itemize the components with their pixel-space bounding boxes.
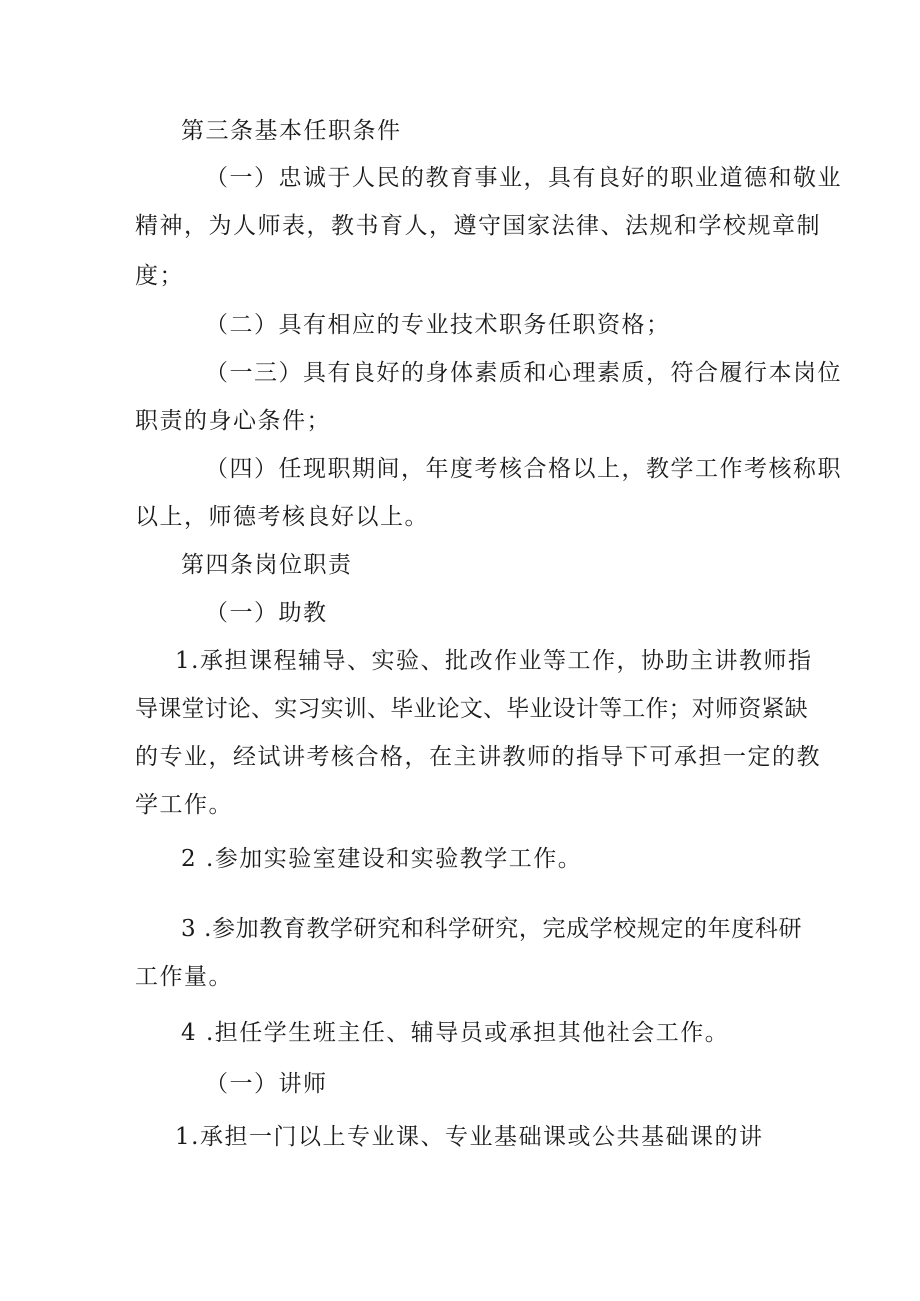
article-4-sub-2 <box>135 1061 795 1107</box>
text-line: 度； <box>135 263 184 289</box>
text-line: 4 .担任学生班主任、辅导员或承担其他社会工作。 <box>181 1020 730 1046</box>
article-4-sub-1-item-1 <box>135 638 813 684</box>
article-4-sub-1-item-1-cont <box>135 686 808 732</box>
text-line: 1.承担一门以上专业课、专业基础课或公共基础课的讲 <box>175 1124 764 1150</box>
article-3-item-2 <box>135 302 795 348</box>
text-line: 第三条基本任职条件 <box>181 118 402 144</box>
text-line: 第四条岗位职责 <box>181 552 353 578</box>
text-line: （一）忠诚于人民的教育事业，具有良好的职业道德和敬业 <box>205 165 842 191</box>
text-line: 1.承担课程辅导、实验、批改作业等工作，协助主讲教师指 <box>175 648 813 674</box>
article-3-title <box>135 108 795 154</box>
text-line: 以上，师德考核良好以上。 <box>135 504 429 530</box>
text-line: 精神，为人师表，教书育人，遵守国家法律、法规和学校规章制 <box>135 213 821 239</box>
text-line: （四）任现职期间，年度考核合格以上，教学工作考核称职 <box>205 456 842 482</box>
text-line: 导课堂讨论、实习实训、毕业论文、毕业设计等工作；对师资紧缺 <box>135 696 808 722</box>
article-4-sub-1 <box>135 590 795 636</box>
text-line: （一）讲师 <box>205 1071 328 1097</box>
article-4-sub-2-item-1 <box>135 1114 795 1160</box>
article-4-title <box>135 542 795 588</box>
text-line: （一三）具有良好的身体素质和心理素质，符合履行本岗位 <box>205 360 842 386</box>
text-line: （二）具有相应的专业技术职务任职资格； <box>205 312 671 338</box>
text-line: 3 .参加教育教学研究和科学研究，完成学校规定的年度科研 <box>181 916 803 942</box>
text-line: 学工作。 <box>135 792 233 818</box>
article-3-item-3-cont <box>135 398 795 444</box>
article-3-item-1-cont <box>135 203 821 299</box>
article-4-sub-1-item-1-cont2 <box>135 734 821 828</box>
article-3-item-3 <box>135 350 842 396</box>
text-line: 职责的身心条件； <box>135 408 331 434</box>
text-line: （一）助教 <box>205 600 328 626</box>
text-line: 工作量。 <box>135 964 233 990</box>
text-line: 2 .参加实验室建设和实验教学工作。 <box>181 846 583 872</box>
article-3-item-4 <box>135 446 842 492</box>
article-4-sub-1-item-4 <box>135 1010 795 1056</box>
article-3-item-4-cont <box>135 494 795 540</box>
article-4-sub-1-item-3 <box>135 906 803 952</box>
text-line: 的专业，经试讲考核合格，在主讲教师的指导下可承担一定的教 <box>135 744 821 770</box>
article-4-sub-1-item-3-cont <box>135 954 795 1000</box>
article-4-sub-1-item-2 <box>135 836 795 882</box>
article-3-item-1 <box>135 155 842 201</box>
